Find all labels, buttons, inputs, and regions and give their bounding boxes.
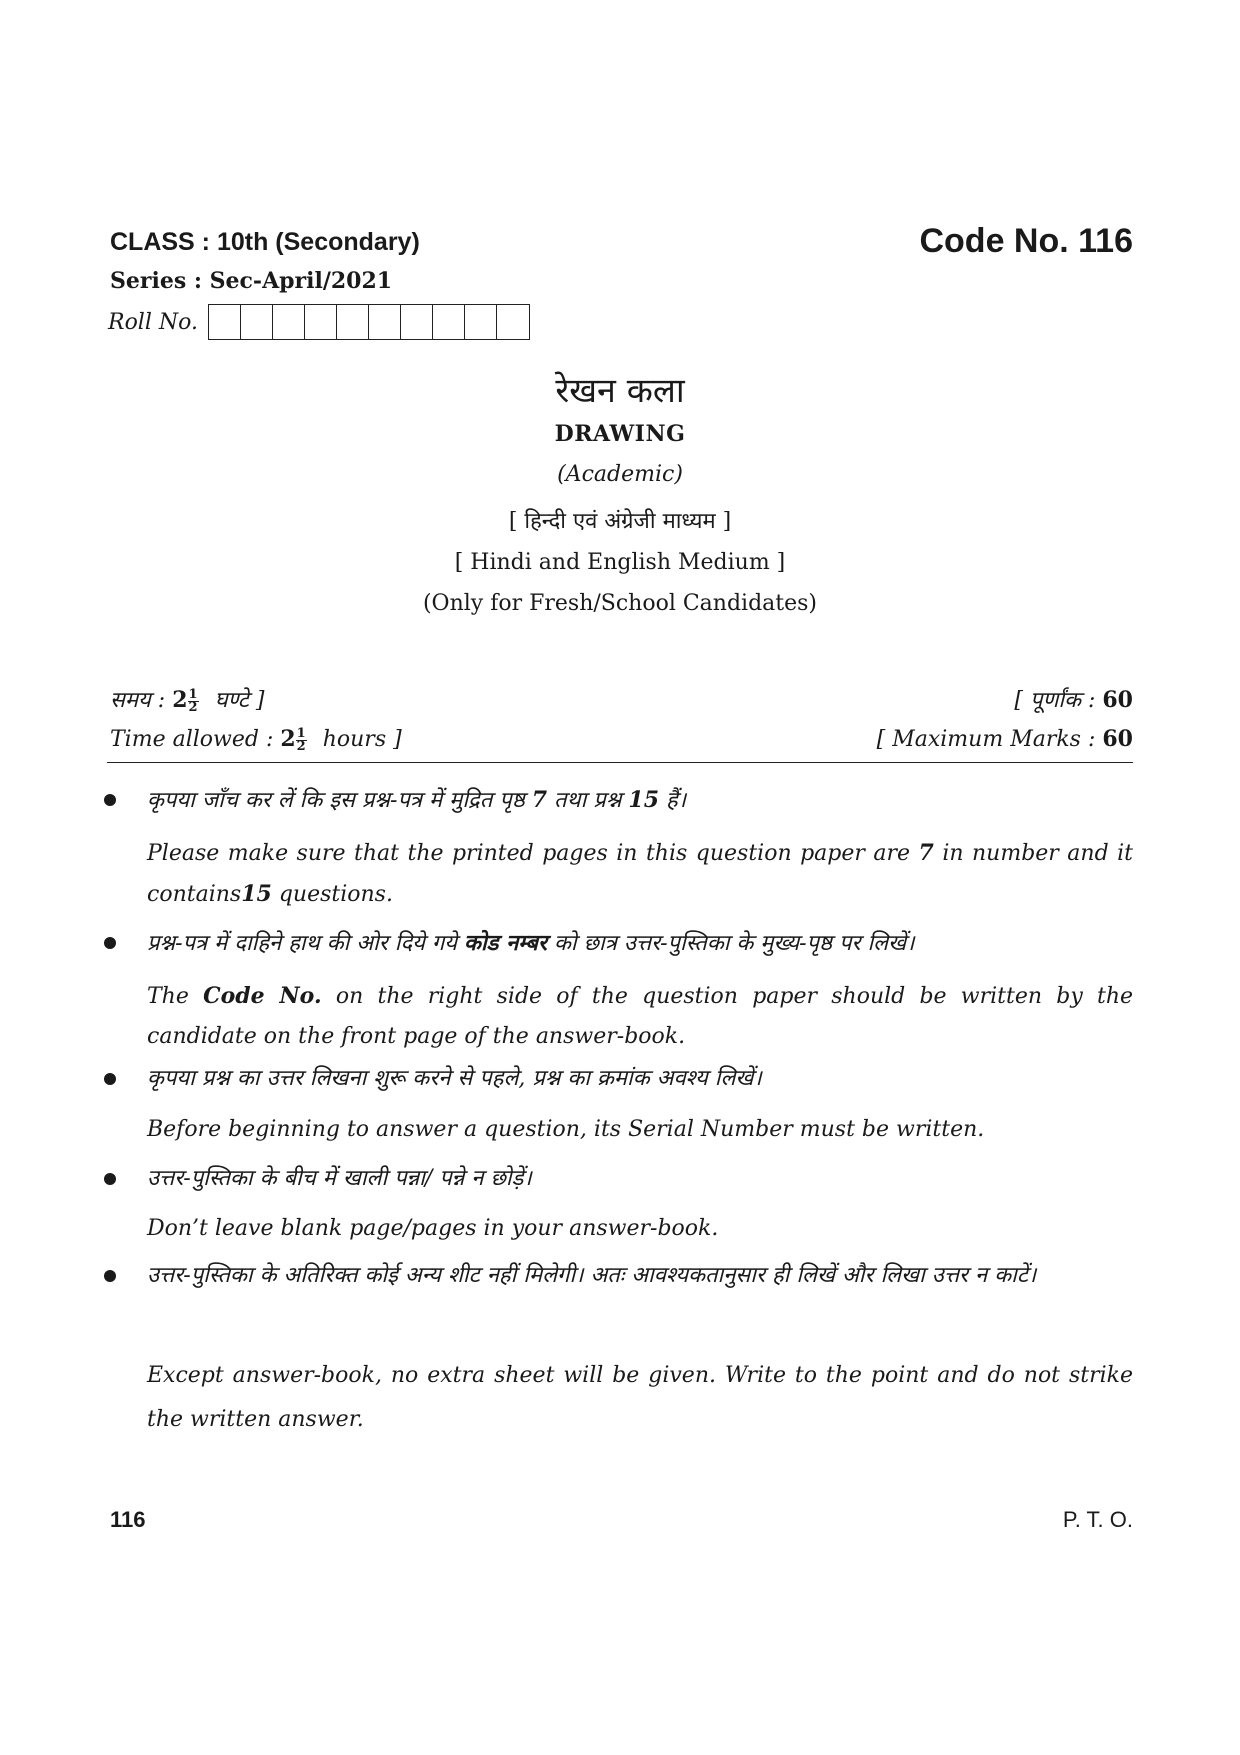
marks-value: 60 <box>1102 726 1133 752</box>
max-marks-english <box>877 726 1133 752</box>
roll-digit-box[interactable] <box>305 305 337 339</box>
instruction-3-english: Before beginning to answer a question, its Serial Number must be written. <box>147 1117 985 1142</box>
page-turn-over: P. T. O. <box>1062 1507 1133 1532</box>
candidates-label: (Only for Fresh/School Candidates) <box>422 591 818 616</box>
instruction-text: को छात्र उत्तर-पुस्तिका के मुख्य-पृष्ठ पर लिखें। <box>554 931 915 956</box>
instruction-text: तथा प्रश्न <box>554 788 622 813</box>
subject-title-hindi: रेखन कला <box>555 371 685 411</box>
roll-digit-box[interactable] <box>465 305 497 339</box>
marks-label-english: [ Maximum Marks : <box>876 727 1096 752</box>
roll-digit-box[interactable] <box>497 305 529 339</box>
page-footer-code: 116 <box>110 1507 146 1532</box>
instruction-text: questions. <box>278 882 393 907</box>
max-marks-hindi <box>1014 684 1133 714</box>
medium-label-hindi: [ हिन्दी एवं अंग्रेजी माध्यम ] <box>508 509 732 534</box>
bullet-icon <box>104 1073 116 1085</box>
instruction-5-hindi: उत्तर-पुस्तिका के अतिरिक्त कोई अन्य शीट नहीं मिलेगी। अतः आवश्यकतानुसार ही लिखें और लिखा उत्तर न काटें। <box>147 1263 1037 1288</box>
time-fraction-denominator: 2 <box>296 738 306 754</box>
marks-label-hindi: [ पूर्णांक : <box>1014 688 1096 713</box>
time-fraction <box>296 725 307 754</box>
roll-digit-box[interactable] <box>433 305 465 339</box>
bullet-icon <box>104 937 116 949</box>
instruction-text: The <box>147 984 189 1009</box>
time-whole: 2 <box>172 687 188 713</box>
divider <box>107 762 1133 763</box>
instruction-3-hindi: कृपया प्रश्न का उत्तर लिखना शुरू करने से पहले, प्रश्न का क्रमांक अवश्य लिखें। <box>147 1066 762 1091</box>
instruction-text: कृपया जाँच कर लें कि इस प्रश्न-पत्र में मुद्रित पृष्ठ <box>147 788 525 813</box>
stream-label: (Academic) <box>557 462 683 487</box>
time-unit-hindi: घण्टे ] <box>214 688 265 713</box>
time-allowed-hindi <box>110 684 264 714</box>
class-label: CLASS : 10th (Secondary) <box>110 228 420 256</box>
instruction-1-english <box>147 833 1133 915</box>
instruction-2-english <box>147 976 1133 1057</box>
instruction-2-hindi <box>147 923 1133 964</box>
question-count: 15 <box>241 881 272 907</box>
time-fraction-denominator: 2 <box>188 699 198 715</box>
time-fraction <box>188 686 199 715</box>
roll-number-field <box>108 304 530 340</box>
roll-digit-box[interactable] <box>273 305 305 339</box>
instruction-text: Please make sure that the printed pages in this question paper are <box>147 841 911 866</box>
medium-label-english: [ Hindi and English Medium ] <box>454 550 786 575</box>
bullet-icon <box>104 1173 116 1185</box>
page-count: 7 <box>918 840 934 866</box>
instruction-text: हैं। <box>666 788 687 813</box>
instruction-4-english: Don’t leave blank page/pages in your answer-book. <box>147 1216 719 1241</box>
time-fraction-numerator: 1 <box>296 725 306 741</box>
time-fraction-numerator: 1 <box>188 686 198 702</box>
series-label: Series : Sec-April/2021 <box>110 268 393 294</box>
page-count: 7 <box>531 787 548 813</box>
roll-digit-box[interactable] <box>337 305 369 339</box>
time-unit-english: hours ] <box>322 727 402 752</box>
time-allowed-english <box>110 726 402 753</box>
time-whole: 2 <box>280 726 296 752</box>
roll-digit-box[interactable] <box>241 305 273 339</box>
instruction-1-hindi <box>147 780 1133 821</box>
code-number-term: Code No. <box>203 983 322 1009</box>
roll-digit-box[interactable] <box>369 305 401 339</box>
marks-value: 60 <box>1102 687 1133 713</box>
roll-digit-box[interactable] <box>401 305 433 339</box>
subject-title-english: DRAWING <box>554 421 686 447</box>
question-count: 15 <box>628 787 660 813</box>
roll-digit-box[interactable] <box>209 305 241 339</box>
instruction-text: in number and it contains <box>147 841 1134 907</box>
instruction-text: प्रश्न-पत्र में दाहिने हाथ की ओर दिये गये <box>147 931 458 956</box>
instruction-5-english: Except answer-book, no extra sheet will be given. Write to the point and do not strike the written answer. <box>147 1363 1133 1432</box>
time-label-hindi: समय : <box>110 688 166 713</box>
code-number-term: कोड नम्बर <box>464 930 547 956</box>
bullet-icon <box>104 1270 116 1282</box>
roll-number-boxes[interactable] <box>208 304 530 340</box>
instruction-text: on the right side of the question paper should be written by the candidate on the front page of the answer-book. <box>147 984 1134 1049</box>
instruction-4-hindi: उत्तर-पुस्तिका के बीच में खाली पन्ना/ पन्ने न छोड़ें। <box>147 1166 532 1191</box>
roll-number-label: Roll No. <box>108 309 198 335</box>
code-number: Code No. 116 <box>919 222 1133 260</box>
time-label-english: Time allowed : <box>110 727 274 752</box>
bullet-icon <box>104 794 116 806</box>
